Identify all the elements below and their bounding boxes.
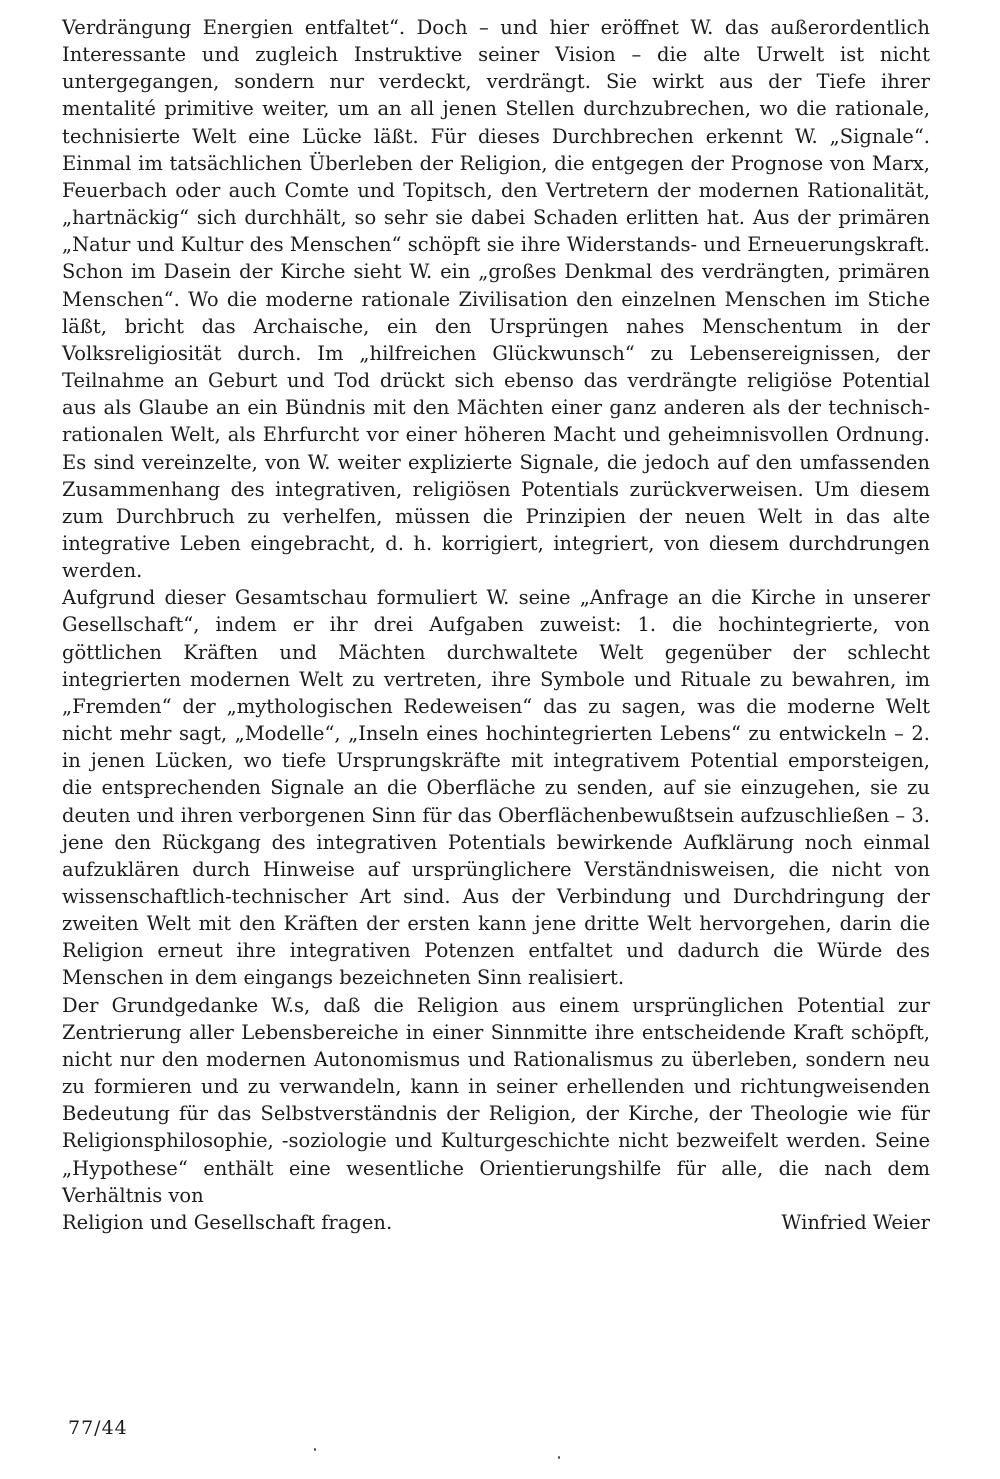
scan-speck: [558, 1456, 560, 1459]
paragraph-3: Der Grundgedanke W.s, daß die Religion aus einem ursprünglichen Potential zur Zentrierung aller Lebensbereiche in einer Sinnmitte ihre entscheidende Kraft schöpft, nicht nur den modernen Autonomismus und Rationalismus zu überleben, sondern neu zu formieren und zu verwandeln, kann in seiner erhellenden und richtungweisenden Bedeutung für das Selbstverständnis der Religion, der Kirche, der Theologie wie für Religionsphilosophie, -soziologie und Kulturgeschichte nicht bezweifelt werden. Seine „Hypothese“ enthält eine wesentliche Orientierungshilfe für alle, die nach dem Verhältnis von: [62, 993, 930, 1207]
paragraph-1: Verdrängung Energien entfaltet“. Doch – und hier eröffnet W. das außerordentlich Interessante und zugleich Instruktive seiner Vision – die alte Urwelt ist nicht untergegangen, sondern nur verdeckt, verdrängt. Sie wirkt aus der Tiefe ihrer mentalité primitive weiter, um an all jenen Stellen durchzubrechen, wo die rationale, technisierte Welt eine Lücke läßt. Für dieses Durchbrechen erkennt W. „Signale“. Einmal im tatsächlichen Überleben der Religion, die entgegen der Prognose von Marx, Feuerbach oder auch Comte und Topitsch, den Vertretern der modernen Rationalität, „hartnäckig“ sich durchhält, so sehr sie dabei Schaden erlitten hat. Aus der primären „Natur und Kultur des Menschen“ schöpft sie ihre Widerstands- und Erneuerungskraft. Schon im Dasein der Kirche sieht W. ein „großes Denkmal des verdrängten, primären Menschen“. Wo die moderne rationale Zivilisation den einzelnen Menschen im Stiche läßt, bricht das Archaische, ein den Ursprüngen nahes Menschentum in der Volksreligiosität durch. Im „hilfreichen Glückwunsch“ zu Lebensereignissen, der Teilnahme an Geburt und Tod drückt sich ebenso das verdrängte religiöse Potential aus als Glaube an ein Bündnis mit den Mächten einer ganz anderen als der technisch-rationalen Welt, als Ehrfurcht vor einer höheren Macht und geheimnisvollen Ordnung. Es sind vereinzelte, von W. weiter explizierte Signale, die jedoch auf den umfassenden Zusammenhang des integrativen, religiösen Potentials zurückverweisen. Um diesem zum Durchbruch zu verhelfen, müssen die Prinzipien der neuen Welt in das alte integrative Leben eingebracht, d. h. korrigiert, integriert, von diesem durchdrungen werden.: [62, 16, 930, 583]
paragraph-2: Aufgrund dieser Gesamtschau formuliert W. seine „Anfrage an die Kirche in unserer Gesellschaft“, indem er ihr drei Aufgaben zuweist: 1. die hochintegrierte, von göttlichen Kräften und Mächten durchwaltete Welt gegenüber der schlecht integrierten modernen Welt zu vertreten, ihre Symbole und Rituale zu bewahren, im „Fremden“ der „mythologischen Redeweisen“ das zu sagen, was die moderne Welt nicht mehr sagt, „Modelle“, „Inseln eines hochintegrierten Lebens“ zu entwickeln – 2. in jenen Lücken, wo tiefe Ursprungskräfte mit integrativem Potential emporsteigen, die entsprechenden Signale an die Oberfläche zu senden, auf sie einzugehen, sie zu deuten und ihren verborgenen Sinn für das Oberflächenbewußtsein aufzuschließen – 3. jene den Rückgang des integrativen Potentials bewirkende Aufklärung noch einmal aufzuklären durch Hinweise auf ursprünglichere Verständnisweisen, die nicht von wissenschaftlich-technischer Art sind. Aus der Verbindung und Durchdringung der zweiten Welt mit den Kräften der ersten kann jene dritte Welt hervorgehen, darin die Religion erneut ihre integrativen Potenzen entfaltet und dadurch die Würde des Menschen in dem eingangs bezeichneten Sinn realisiert.: [62, 586, 930, 990]
closing-line: [62, 1209, 930, 1236]
closing-text: Religion und Gesellschaft fragen.: [62, 1210, 393, 1234]
author-signature: Winfried Weier: [781, 1210, 930, 1234]
page-number: 77/44: [68, 1417, 128, 1439]
scan-speck: [314, 1448, 316, 1451]
body-text: [62, 14, 930, 1236]
